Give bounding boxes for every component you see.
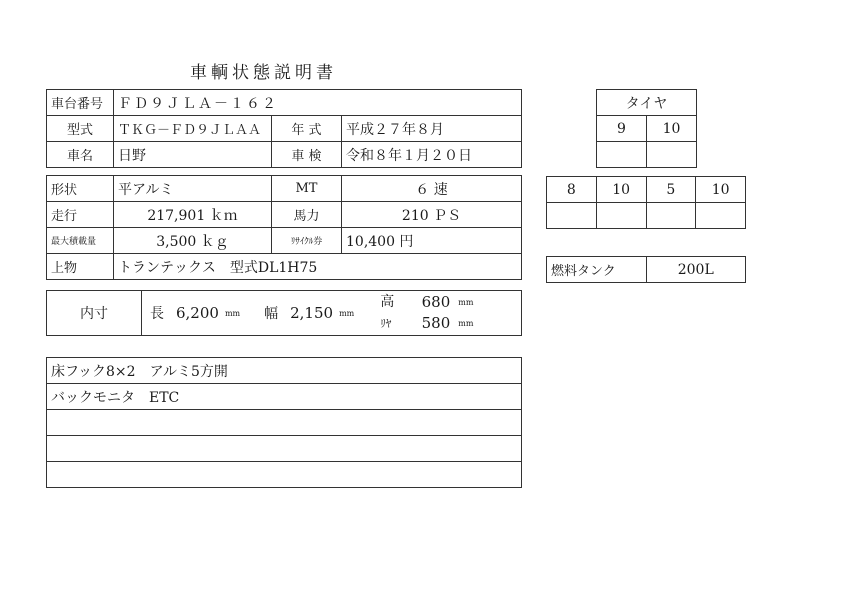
shape-label: 形状 bbox=[47, 176, 114, 202]
height-rear-label: ﾘﾔ bbox=[380, 317, 392, 330]
tire-blank-cell bbox=[596, 203, 646, 229]
note-row bbox=[47, 462, 522, 488]
dims-label: 内寸 bbox=[47, 291, 142, 336]
width-unit: mm bbox=[339, 308, 355, 318]
chassis-value: ＦＤ９ＪＬＡ－１６２ bbox=[114, 90, 522, 116]
inspection-label: 車 検 bbox=[272, 142, 342, 168]
height-front-value: 680 bbox=[421, 293, 451, 311]
load-label: 最大積載量 bbox=[47, 228, 114, 254]
note-row: 床フック8×2 アルミ5方開 bbox=[47, 358, 522, 384]
tire-front-table bbox=[596, 89, 697, 168]
note-row: バックモニタ ETC bbox=[47, 384, 522, 410]
mileage-value: 217,901 ｋｍ bbox=[114, 202, 272, 228]
recycle-label: ﾘｻｲｸﾙ券 bbox=[272, 228, 342, 254]
chassis-label: 車台番号 bbox=[47, 90, 114, 116]
tire-rear-4: 10 bbox=[696, 177, 746, 203]
year-value: 平成２７年８月 bbox=[342, 116, 522, 142]
tire-blank-cell bbox=[647, 142, 697, 168]
length-unit: mm bbox=[224, 308, 241, 318]
tire-rear-1: 8 bbox=[547, 177, 597, 203]
width-value: 2,150 bbox=[290, 304, 334, 322]
length-label: 長 bbox=[150, 306, 164, 322]
note-row bbox=[47, 410, 522, 436]
power-value: 210 ＰＳ bbox=[342, 202, 522, 228]
load-value: 3,500 ｋｇ bbox=[114, 228, 272, 254]
inspection-value: 令和８年１月２０日 bbox=[342, 142, 522, 168]
length-value: 6,200 bbox=[176, 304, 219, 322]
tire-blank-cell bbox=[696, 203, 746, 229]
height-rear-value: 580 bbox=[421, 314, 451, 332]
tire-front-right: 10 bbox=[647, 116, 697, 142]
fuel-label: 燃料タンク bbox=[547, 257, 647, 283]
note-row bbox=[47, 436, 522, 462]
basic-info-table bbox=[46, 89, 522, 168]
tire-blank-cell bbox=[646, 203, 696, 229]
maker-label: 車名 bbox=[47, 142, 114, 168]
shape-value: 平アルミ bbox=[114, 176, 272, 202]
tire-rear-table bbox=[546, 176, 746, 229]
height-front-unit: mm bbox=[458, 298, 474, 307]
fuel-table bbox=[546, 256, 746, 283]
tire-rear-2: 10 bbox=[596, 177, 646, 203]
tire-blank-cell bbox=[597, 142, 647, 168]
tire-rear-3: 5 bbox=[646, 177, 696, 203]
trans-value: ６ 速 bbox=[342, 176, 522, 202]
model-label: 型式 bbox=[47, 116, 114, 142]
year-label: 年 式 bbox=[272, 116, 342, 142]
spec-table bbox=[46, 175, 522, 280]
fuel-value: 200L bbox=[646, 257, 746, 283]
notes-table bbox=[46, 357, 522, 488]
recycle-value: 10,400 円 bbox=[342, 228, 522, 254]
dimensions-table bbox=[46, 290, 522, 336]
body-value: トランテックス 型式DL1H75 bbox=[114, 254, 522, 280]
tire-front-left: 9 bbox=[597, 116, 647, 142]
maker-value: 日野 bbox=[114, 142, 272, 168]
model-value: ＴＫＧ－ＦＤ９ＪＬＡＡ bbox=[114, 116, 272, 142]
power-label: 馬力 bbox=[272, 202, 342, 228]
height-rear-unit: mm bbox=[458, 319, 474, 328]
trans-label: MT bbox=[272, 176, 342, 202]
tire-label: タイヤ bbox=[597, 90, 697, 116]
height-front-label: 高 bbox=[380, 294, 395, 310]
width-label: 幅 bbox=[264, 306, 279, 322]
body-label: 上物 bbox=[47, 254, 114, 280]
tire-blank-cell bbox=[547, 203, 597, 229]
page-title: 車輌状態説明書 bbox=[190, 63, 337, 83]
mileage-label: 走行 bbox=[47, 202, 114, 228]
